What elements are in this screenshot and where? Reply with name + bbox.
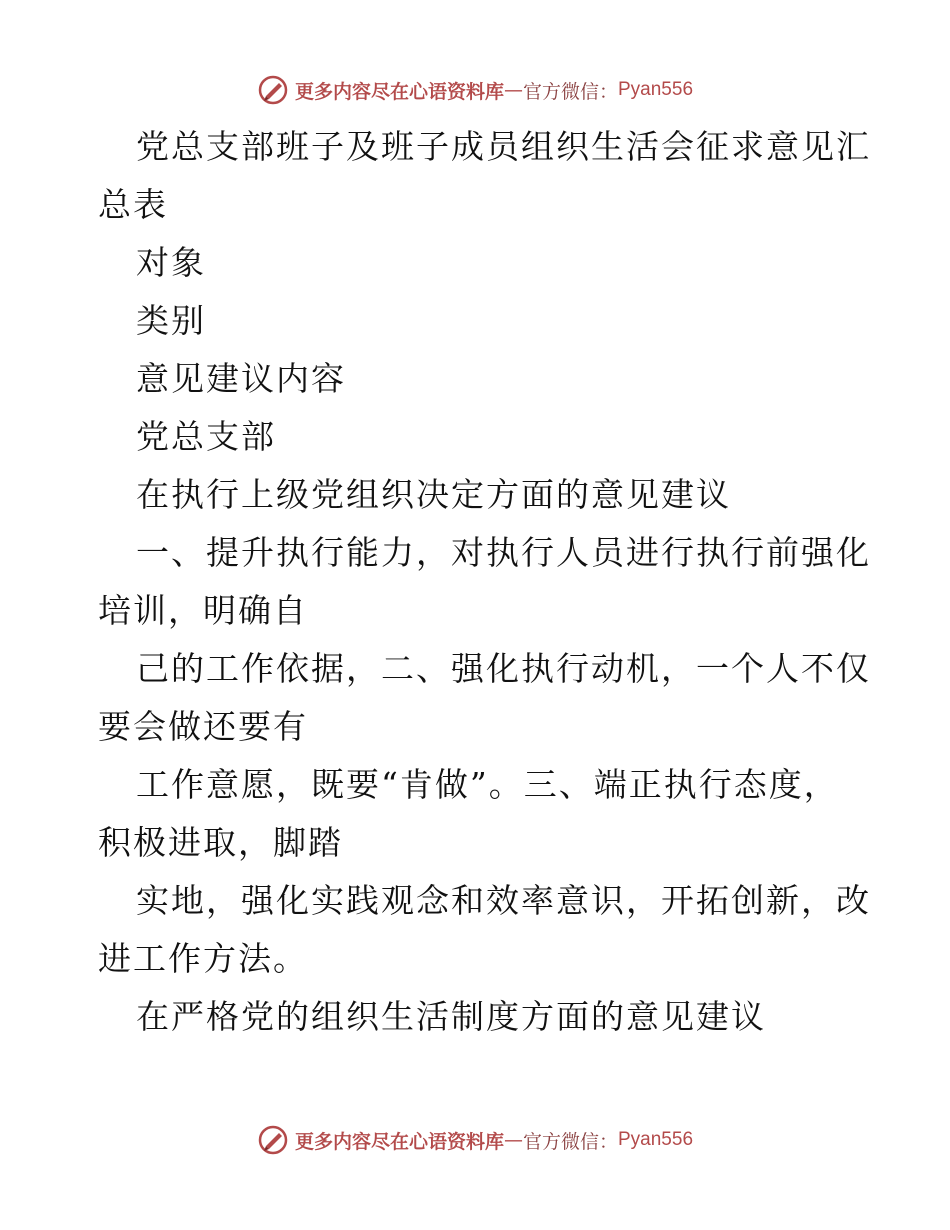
doc-line: 党总支部班子及班子成员组织生活会征求意见汇: [136, 127, 871, 166]
banner-wechat-id: Pyan556: [618, 79, 694, 100]
banner-separator: —: [503, 79, 523, 101]
doc-line: 一、提升执行能力，对执行人员进行执行前强化: [136, 533, 871, 572]
doc-line: 要会做还要有: [98, 707, 308, 746]
banner-wechat-label: 官方微信：: [522, 1130, 618, 1153]
header-banner: [0, 70, 950, 110]
brush-logo-icon: [257, 1124, 289, 1156]
banner-wechat-label: 官方微信：: [522, 80, 618, 103]
banner-wechat-id: Pyan556: [618, 1129, 694, 1150]
doc-line: 培训，明确自: [98, 591, 308, 630]
banner-separator: —: [503, 1129, 523, 1151]
doc-line: 进工作方法。: [98, 939, 308, 978]
doc-line: 类别: [136, 301, 206, 340]
footer-banner: [0, 1120, 950, 1160]
doc-line: 在严格党的组织生活制度方面的意见建议: [136, 997, 766, 1036]
banner-brand-text: 更多内容尽在心语资料库: [294, 1130, 504, 1153]
doc-line: 实地，强化实践观念和效率意识，开拓创新，改: [136, 881, 871, 920]
doc-line: 积极进取，脚踏: [98, 823, 343, 862]
doc-line: 党总支部: [136, 417, 276, 456]
brush-logo-icon: [257, 74, 289, 106]
doc-line: 对象: [136, 243, 206, 282]
doc-line: 工作意愿，既要“肯做”。三、端正执行态度，: [136, 765, 839, 804]
doc-line: 意见建议内容: [136, 359, 346, 398]
banner-brand-text: 更多内容尽在心语资料库: [294, 80, 504, 103]
doc-line: 己的工作依据，二、强化执行动机，一个人不仅: [136, 649, 871, 688]
doc-line: 总表: [98, 185, 168, 224]
document-body: [98, 118, 871, 1046]
doc-line: 在执行上级党组织决定方面的意见建议: [136, 475, 731, 514]
